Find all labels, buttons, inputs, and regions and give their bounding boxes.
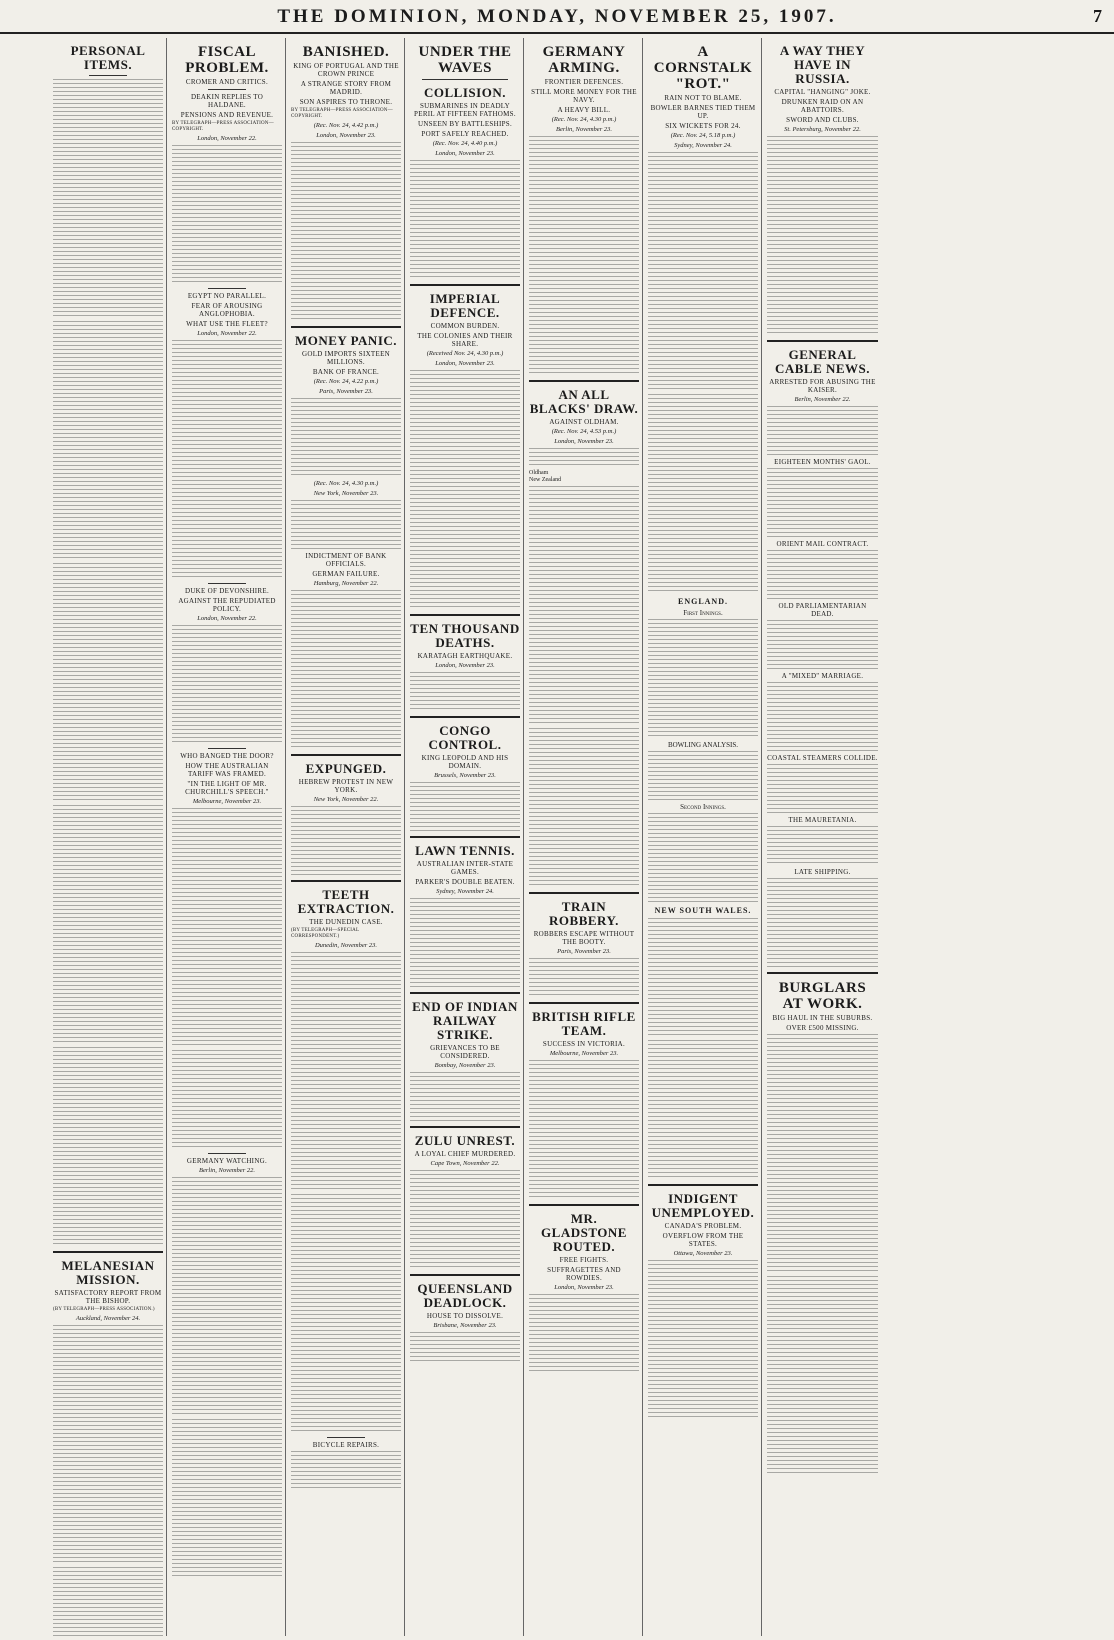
- body-copy: [648, 394, 758, 594]
- subheadline: STILL MORE MONEY FOR THE NAVY.: [531, 88, 637, 104]
- headline-expunged: EXPUNGED.: [305, 761, 387, 776]
- subheadline: HOW THE AUSTRALIAN TARIFF WAS FRAMED.: [185, 762, 269, 778]
- divider: [89, 75, 127, 76]
- subheadline: DRUNKEN RAID ON AN ABATTOIRS.: [781, 98, 864, 114]
- body-copy: [767, 764, 878, 814]
- subheadline: FREE FIGHTS.: [559, 1256, 609, 1264]
- dateline: London, November 23.: [554, 438, 614, 445]
- dateline: Berlin, November 22.: [199, 1167, 255, 1174]
- divider: [767, 340, 878, 342]
- dateline: Brisbane, November 23.: [433, 1322, 497, 1329]
- subheadline: GERMAN FAILURE.: [312, 570, 380, 578]
- dateline: Bombay, November 23.: [434, 1062, 496, 1069]
- subheadline-egypt: EGYPT NO PARALLEL.: [187, 292, 267, 300]
- headline-queensland-deadlock: QUEENSLAND DEADLOCK.: [417, 1281, 513, 1310]
- subheadline: SATISFACTORY REPORT FROM THE BISHOP.: [54, 1289, 162, 1305]
- headline-fiscal-problem: FISCAL PROBLEM.: [185, 44, 269, 76]
- divider: [767, 972, 878, 974]
- subheadline: AUSTRALIAN INTER-STATE GAMES.: [416, 860, 514, 876]
- dateline: Melbourne, November 23.: [192, 798, 262, 805]
- subheadline: OLD PARLIAMENTARIAN DEAD.: [778, 602, 867, 618]
- body-copy: [767, 682, 878, 752]
- subheadline: KING OF PORTUGAL AND THE CROWN PRINCE: [293, 62, 399, 78]
- dateline: London, November 22.: [197, 135, 257, 142]
- body-copy: [767, 826, 878, 866]
- column-2: [169, 38, 286, 1636]
- divider: [410, 284, 520, 286]
- masthead: [0, 0, 1114, 34]
- received-line: (Rec. Nov. 24, 4.42 p.m.): [313, 122, 379, 129]
- subheadline: SUCCESS IN VICTORIA.: [542, 1040, 626, 1048]
- dateline: New York, November 23.: [313, 490, 379, 497]
- dateline: Melbourne, November 23.: [549, 1050, 619, 1057]
- subheadline: "IN THE LIGHT OF MR. CHURCHILL'S SPEECH.": [185, 780, 269, 796]
- subheadline: THE COLONIES AND THEIR SHARE.: [417, 332, 513, 348]
- scorecard-nsw-title: NEW SOUTH WALES.: [654, 906, 752, 915]
- subheadline-collision: COLLISION.: [424, 85, 506, 100]
- body-copy: [767, 878, 878, 968]
- body-copy: [410, 1170, 520, 1270]
- body-copy: [291, 590, 401, 750]
- wire-credit: (BY TELEGRAPH—SPECIAL CORRESPONDENT.): [291, 928, 360, 939]
- headline-personal-items: PERSONAL ITEMS.: [70, 43, 146, 72]
- subheadline: A STRANGE STORY FROM MADRID.: [300, 80, 392, 96]
- headline-general-cable-news: GENERAL CABLE NEWS.: [774, 347, 871, 376]
- dateline: Paris, November 23.: [319, 388, 373, 395]
- subheadline: ORIENT MAIL CONTRACT.: [776, 540, 869, 548]
- received-line: (Rec. Nov. 24, 4.53 p.m.): [551, 428, 617, 435]
- innings-label: First Innings.: [683, 609, 723, 617]
- body-copy: [291, 142, 401, 322]
- body-copy: [410, 370, 520, 610]
- subheadline: EIGHTEEN MONTHS' GAOL.: [774, 458, 871, 466]
- body-copy: [767, 1034, 878, 1274]
- subheadline: PARKER'S DOUBLE BEATEN.: [415, 878, 515, 886]
- body-copy: [529, 136, 639, 376]
- body-copy: [767, 468, 878, 538]
- score-oldham: Oldham: [529, 470, 549, 476]
- headline-indian-railway: END OF INDIAN RAILWAY STRIKE.: [412, 999, 518, 1042]
- body-copy: [291, 952, 401, 1192]
- body-copy: [291, 806, 401, 876]
- divider: [53, 1251, 163, 1253]
- subheadline: WHAT USE THE FLEET?: [186, 320, 268, 328]
- subheadline: THE MAURETANIA.: [788, 816, 857, 824]
- body-copy: [53, 805, 163, 1045]
- divider: [410, 614, 520, 616]
- subheadline: SUBMARINES IN DEADLY PERIL AT FIFTEEN FATHOMS.: [414, 102, 516, 118]
- dateline: London, November 22.: [197, 615, 257, 622]
- dateline: St. Petersburg, November 22.: [784, 126, 861, 133]
- divider: [208, 288, 246, 289]
- subheadline: CAPITAL "HANGING" JOKE.: [774, 88, 871, 96]
- wire-credit: BY TELEGRAPH—PRESS ASSOCIATION—COPYRIGHT.: [291, 108, 393, 119]
- body-copy: [529, 1294, 639, 1374]
- dateline: New York, November 22.: [313, 796, 379, 803]
- subheadline: COMMON BURDEN.: [430, 322, 500, 330]
- bowling-analysis-label: BOWLING ANALYSIS.: [667, 741, 739, 749]
- columns: [50, 38, 1108, 1636]
- headline-lawn-tennis: LAWN TENNIS.: [415, 843, 515, 858]
- body-copy: [648, 1040, 758, 1180]
- dateline: Berlin, November 22.: [794, 396, 851, 403]
- subheadline: SIX WICKETS FOR 24.: [665, 122, 741, 130]
- column-7: [764, 38, 881, 1636]
- body-copy: [410, 782, 520, 832]
- body-copy: [291, 398, 401, 478]
- body-copy: [410, 1332, 520, 1362]
- divider: [648, 1184, 758, 1186]
- subheadline: A "MIXED" MARRIAGE.: [781, 672, 864, 680]
- subheadline: OVERFLOW FROM THE STATES.: [662, 1232, 744, 1248]
- subheadline: A HEAVY BILL.: [557, 106, 611, 114]
- body-copy: [172, 1050, 282, 1150]
- subheadline: GOLD IMPORTS SIXTEEN MILLIONS.: [301, 350, 391, 366]
- subheadline: THE DUNEDIN CASE.: [309, 918, 383, 926]
- page-number: 7: [1093, 6, 1102, 26]
- body-copy: [172, 340, 282, 580]
- divider: [291, 326, 401, 328]
- body-copy: [410, 672, 520, 712]
- body-copy: [529, 448, 639, 468]
- subheadline: FEAR OF AROUSING ANGLOPHOBIA.: [191, 302, 263, 318]
- divider: [410, 716, 520, 718]
- divider: [208, 583, 246, 584]
- subheadline: SUFFRAGETTES AND ROWDIES.: [547, 1266, 621, 1282]
- subheadline: ROBBERS ESCAPE WITHOUT THE BOOTY.: [533, 930, 635, 946]
- body-copy: [767, 550, 878, 600]
- divider: [529, 1002, 639, 1004]
- headline-congo-control: CONGO CONTROL.: [428, 723, 502, 752]
- headline-british-rifle-team: BRITISH RIFLE TEAM.: [532, 1009, 636, 1038]
- body-copy: [53, 1325, 163, 1565]
- body-copy: [53, 1047, 163, 1247]
- dateline: London, November 23.: [435, 360, 495, 367]
- subheadline: RAIN NOT TO BLAME.: [664, 94, 742, 102]
- body-copy: [529, 486, 639, 726]
- headline-money-panic: MONEY PANIC.: [294, 333, 398, 348]
- body-copy: [410, 1072, 520, 1122]
- headline-ten-thousand-deaths: TEN THOUSAND DEATHS.: [410, 621, 520, 650]
- body-copy: [767, 620, 878, 670]
- subheadline: SWORD AND CLUBS.: [786, 116, 859, 124]
- dateline: London, November 23.: [435, 662, 495, 669]
- divider: [410, 1274, 520, 1276]
- divider: [208, 1153, 246, 1154]
- headline-germany-arming: GERMANY ARMING.: [542, 44, 626, 76]
- divider: [529, 1204, 639, 1206]
- subheadline: INDICTMENT OF BANK OFFICIALS.: [305, 552, 387, 568]
- body-copy: [172, 1177, 282, 1417]
- body-copy: [410, 898, 520, 988]
- body-copy: [53, 321, 163, 561]
- body-copy: [529, 728, 639, 888]
- subheadline: COASTAL STEAMERS COLLIDE.: [767, 754, 878, 762]
- body-copy: [767, 136, 878, 336]
- received-line: (Rec. Nov. 24, 4.30 p.m.): [551, 116, 617, 123]
- subheadline-germany: GERMANY WATCHING.: [186, 1157, 268, 1165]
- scorecard-lines: [648, 813, 758, 903]
- subheadline: FRONTIER DEFENCES.: [544, 78, 624, 86]
- subheadline: CANADA'S PROBLEM.: [664, 1222, 742, 1230]
- wire-credit: BY TELEGRAPH—PRESS ASSOCIATION—COPYRIGHT.: [172, 121, 274, 132]
- subheadline: HEBREW PROTEST IN NEW YORK.: [298, 778, 394, 794]
- subheadline: BIG HAUL IN THE SUBURBS.: [772, 1014, 873, 1022]
- divider: [291, 880, 401, 882]
- body-copy: [648, 1260, 758, 1420]
- subheadline: KARATAGH EARTHQUAKE.: [417, 652, 513, 660]
- subheadline: OVER £500 MISSING.: [786, 1024, 859, 1032]
- headline-under-the-waves: UNDER THE WAVES: [418, 44, 512, 76]
- subheadline: AGAINST THE REPUDIATED POLICY.: [178, 597, 276, 613]
- body-copy: [410, 160, 520, 280]
- scorecard-lines: [648, 751, 758, 801]
- body-copy: [53, 1567, 163, 1636]
- body-copy: [648, 152, 758, 392]
- scorecard-lines: [648, 619, 758, 739]
- dateline: Ottawa, November 23.: [673, 1250, 733, 1257]
- subheadline: LATE SHIPPING.: [794, 868, 851, 876]
- body-copy: [767, 406, 878, 456]
- subheadline: A LOYAL CHIEF MURDERED.: [414, 1150, 516, 1158]
- headline-all-blacks-draw: AN ALL BLACKS' DRAW.: [529, 387, 639, 416]
- headline-a-way-they-have: A WAY THEY HAVE IN RUSSIA.: [779, 43, 866, 86]
- divider: [291, 754, 401, 756]
- dateline: Berlin, November 23.: [556, 126, 612, 133]
- headline-train-robbery: TRAIN ROBBERY.: [549, 899, 619, 928]
- innings-label: Second Innings.: [680, 803, 726, 811]
- subheadline: GRIEVANCES TO BE CONSIDERED.: [430, 1044, 500, 1060]
- subheadline-door: WHO BANGED THE DOOR?: [180, 752, 274, 760]
- scorecard-england-title: ENGLAND.: [677, 597, 728, 606]
- subheadline: SON ASPIRES TO THRONE.: [299, 98, 393, 106]
- dateline: Brussels, November 23.: [434, 772, 496, 779]
- divider: [529, 380, 639, 382]
- received-line: (Rec. Nov. 24, 4.30 p.m.): [313, 480, 379, 487]
- divider: [529, 892, 639, 894]
- subheadline: ARRESTED FOR ABUSING THE KAISER.: [769, 378, 876, 394]
- dateline: Dunedin, November 23.: [314, 942, 378, 949]
- body-copy: [172, 145, 282, 285]
- dateline: Auckland, November 24.: [75, 1315, 141, 1322]
- body-copy: [172, 808, 282, 1048]
- body-copy: [291, 1451, 401, 1491]
- body-copy: [172, 1419, 282, 1579]
- divider: [327, 1437, 365, 1438]
- headline-mr-gladstone-routed: MR. GLADSTONE ROUTED.: [541, 1211, 627, 1254]
- masthead-title: THE DOMINION, MONDAY, NOVEMBER 25, 1907.: [277, 6, 837, 27]
- headline-banished: BANISHED.: [302, 44, 390, 60]
- subheadline: BANK OF FRANCE.: [312, 368, 380, 376]
- body-copy: [291, 500, 401, 550]
- headline-zulu-unrest: ZULU UNREST.: [414, 1133, 516, 1148]
- dateline: London, November 23.: [435, 150, 495, 157]
- body-copy: [529, 958, 639, 998]
- dateline: Paris, November 23.: [557, 948, 611, 955]
- subheadline: UNSEEN BY BATTLESHIPS.: [417, 120, 513, 128]
- column-6: [645, 38, 762, 1636]
- received-line: (Received Nov. 24, 4.30 p.m.): [426, 350, 504, 357]
- subheadline: HOUSE TO DISSOLVE.: [426, 1312, 504, 1320]
- wire-credit: (BY TELEGRAPH—PRESS ASSOCIATION.): [53, 1307, 155, 1312]
- headline-burglars-at-work: BURGLARS AT WORK.: [778, 980, 867, 1012]
- received-line: (Rec. Nov. 24, 4.22 p.m.): [313, 378, 379, 385]
- subheadline-devonshire: DUKE OF DEVONSHIRE.: [184, 587, 270, 595]
- headline-teeth-extraction: TEETH EXTRACTION.: [297, 887, 395, 916]
- dateline: Cape Town, November 22.: [430, 1160, 500, 1167]
- dateline: London, November 22.: [197, 330, 257, 337]
- subheadline: BOWLER BARNES TIED THEM UP.: [650, 104, 756, 120]
- subheadline: PORT SAFELY REACHED.: [421, 130, 509, 138]
- body-copy: [53, 563, 163, 803]
- headline-imperial-defence: IMPERIAL DEFENCE.: [429, 291, 501, 320]
- divider: [410, 1126, 520, 1128]
- body-copy: [529, 1060, 639, 1200]
- subheadline: DEAKIN REPLIES TO HALDANE.: [190, 93, 264, 109]
- body-copy: [767, 1276, 878, 1476]
- column-5: [526, 38, 643, 1636]
- headline-melanesian-mission: MELANESIAN MISSION.: [61, 1258, 155, 1287]
- score-new-zealand: New Zealand: [529, 477, 562, 483]
- dateline: Sydney, November 24.: [436, 888, 494, 895]
- body-copy: [53, 79, 163, 319]
- dateline: London, November 23.: [554, 1284, 614, 1291]
- received-line: (Rec. Nov. 24, 5.18 p.m.): [670, 132, 736, 139]
- subheadline: CROMER AND CRITICS.: [185, 78, 269, 86]
- column-4: [407, 38, 524, 1636]
- subheadline: PENSIONS AND REVENUE.: [180, 111, 274, 119]
- column-1: [50, 38, 167, 1636]
- subheadline: KING LEOPOLD AND HIS DOMAIN.: [421, 754, 509, 770]
- body-copy: [172, 625, 282, 745]
- scorecard-lines: [648, 918, 758, 1038]
- received-line: (Rec. Nov. 24, 4.40 p.m.): [432, 140, 498, 147]
- divider: [208, 89, 246, 90]
- body-copy: [291, 1194, 401, 1434]
- divider: [410, 992, 520, 994]
- headline-indigent-unemployed: INDIGENT UNEMPLOYED.: [651, 1191, 755, 1220]
- dateline: Sydney, November 24.: [674, 142, 732, 149]
- divider: [410, 836, 520, 838]
- column-3: [288, 38, 405, 1636]
- dateline: London, November 23.: [316, 132, 376, 139]
- divider: [422, 79, 508, 80]
- divider: [208, 748, 246, 749]
- headline-cornstalk-rot: A CORNSTALK "ROT.": [653, 44, 753, 92]
- subheadline: AGAINST OLDHAM.: [549, 418, 619, 426]
- dateline: Hamburg, November 22.: [313, 580, 379, 587]
- subheadline-bicycle: BICYCLE REPAIRS.: [312, 1441, 380, 1449]
